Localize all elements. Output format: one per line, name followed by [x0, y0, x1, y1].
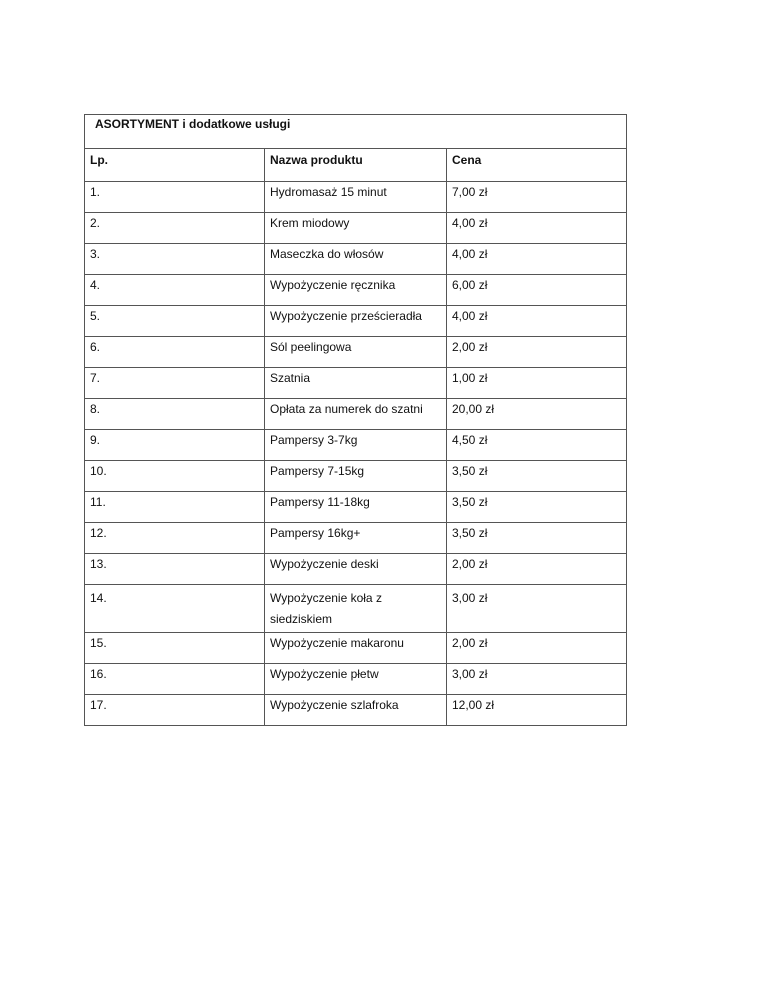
- table-row: [85, 523, 627, 554]
- product-name: Maseczka do włosów: [265, 244, 447, 275]
- product-price: 4,00 zł: [447, 306, 627, 337]
- product-price: 3,00 zł: [447, 585, 627, 633]
- row-number: 6.: [85, 337, 265, 368]
- table-row: [85, 492, 627, 523]
- row-number: 15.: [85, 633, 265, 664]
- product-name: Pampersy 7-15kg: [265, 461, 447, 492]
- product-price: 20,00 zł: [447, 399, 627, 430]
- product-name: Szatnia: [265, 368, 447, 399]
- row-number: 8.: [85, 399, 265, 430]
- table-title: ASORTYMENT i dodatkowe usługi: [85, 115, 627, 149]
- row-number: 12.: [85, 523, 265, 554]
- table-row: [85, 399, 627, 430]
- product-price: 3,50 zł: [447, 492, 627, 523]
- row-number: 1.: [85, 182, 265, 213]
- product-name: Sól peelingowa: [265, 337, 447, 368]
- product-name: Krem miodowy: [265, 213, 447, 244]
- product-price: 7,00 zł: [447, 182, 627, 213]
- product-name: Opłata za numerek do szatni: [265, 399, 447, 430]
- product-name: Wypożyczenie deski: [265, 554, 447, 585]
- header-price: Cena: [447, 149, 627, 182]
- product-price: 3,50 zł: [447, 461, 627, 492]
- product-price: 2,00 zł: [447, 633, 627, 664]
- product-name: Pampersy 16kg+: [265, 523, 447, 554]
- product-name: Wypożyczenie prześcieradła: [265, 306, 447, 337]
- product-price: 12,00 zł: [447, 695, 627, 726]
- table-row: [85, 461, 627, 492]
- row-number: 16.: [85, 664, 265, 695]
- row-number: 11.: [85, 492, 265, 523]
- row-number: 14.: [85, 585, 265, 633]
- row-number: 4.: [85, 275, 265, 306]
- product-price: 2,00 zł: [447, 337, 627, 368]
- row-number: 7.: [85, 368, 265, 399]
- table-row: [85, 633, 627, 664]
- product-name: Wypożyczenie ręcznika: [265, 275, 447, 306]
- product-price: 4,50 zł: [447, 430, 627, 461]
- product-price: 4,00 zł: [447, 213, 627, 244]
- product-name: Pampersy 3-7kg: [265, 430, 447, 461]
- table-title-row: [85, 115, 627, 149]
- table-header-row: [85, 149, 627, 182]
- product-name: Wypożyczenie szlafroka: [265, 695, 447, 726]
- row-number: 10.: [85, 461, 265, 492]
- product-price: 2,00 zł: [447, 554, 627, 585]
- header-product-name: Nazwa produktu: [265, 149, 447, 182]
- product-name: Wypożyczenie płetw: [265, 664, 447, 695]
- table-row: [85, 337, 627, 368]
- product-name: Wypożyczenie koła z siedziskiem: [265, 585, 447, 633]
- row-number: 3.: [85, 244, 265, 275]
- table-row: [85, 368, 627, 399]
- table-row: [85, 585, 627, 633]
- table-row: [85, 275, 627, 306]
- product-price: 3,00 zł: [447, 664, 627, 695]
- product-price: 6,00 zł: [447, 275, 627, 306]
- product-price: 4,00 zł: [447, 244, 627, 275]
- table-row: [85, 695, 627, 726]
- table-row: [85, 306, 627, 337]
- row-number: 17.: [85, 695, 265, 726]
- product-name: Wypożyczenie makaronu: [265, 633, 447, 664]
- price-table-body: [85, 115, 627, 726]
- product-price: 1,00 zł: [447, 368, 627, 399]
- product-price: 3,50 zł: [447, 523, 627, 554]
- row-number: 13.: [85, 554, 265, 585]
- table-row: [85, 554, 627, 585]
- header-lp: Lp.: [85, 149, 265, 182]
- price-table: [84, 114, 627, 726]
- table-row: [85, 430, 627, 461]
- row-number: 5.: [85, 306, 265, 337]
- table-row: [85, 664, 627, 695]
- row-number: 9.: [85, 430, 265, 461]
- product-name: Hydromasaż 15 minut: [265, 182, 447, 213]
- product-name: Pampersy 11-18kg: [265, 492, 447, 523]
- row-number: 2.: [85, 213, 265, 244]
- table-row: [85, 244, 627, 275]
- table-row: [85, 213, 627, 244]
- table-row: [85, 182, 627, 213]
